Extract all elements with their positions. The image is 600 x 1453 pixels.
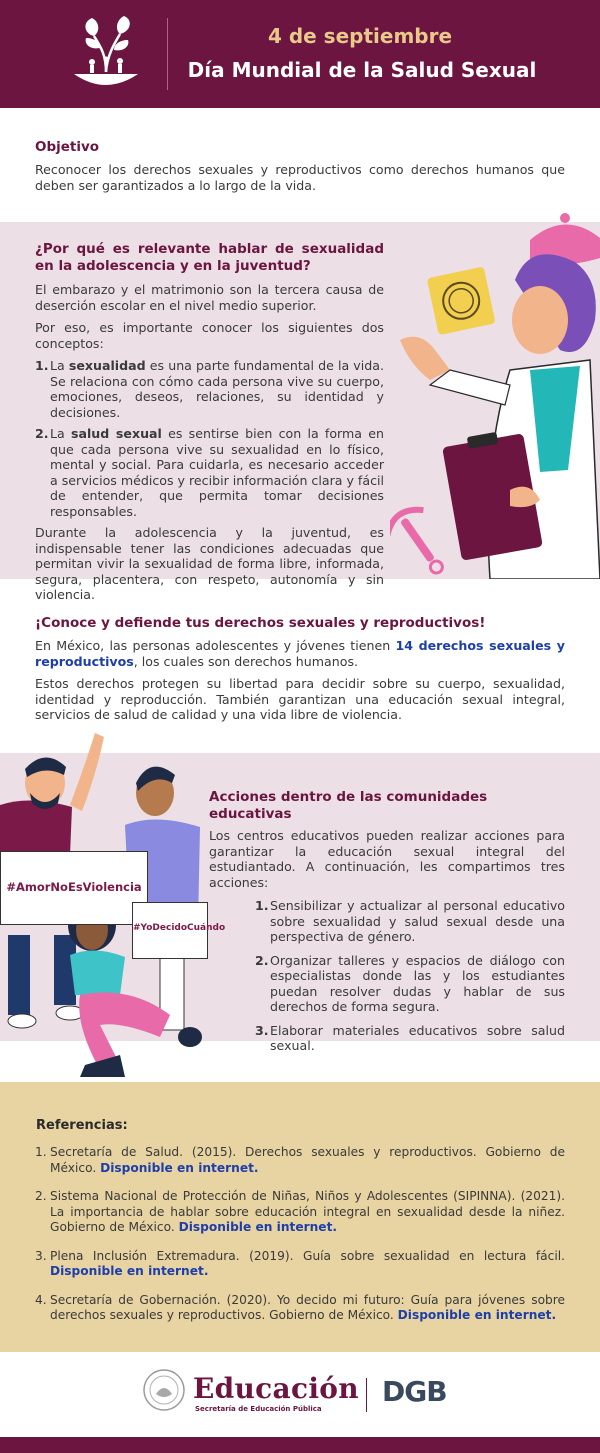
actions-section (209, 789, 565, 1062)
objective-text: Reconocer los derechos sexuales y reproductivos como derechos humanos que deben ser garantizados a lo largo de la vida. (35, 162, 565, 193)
rights-highlight: 14 derechos sexuales y reproductivos (35, 638, 565, 669)
sign-1-text: #AmorNoEsViolencia (6, 880, 142, 894)
header-banner (0, 0, 600, 108)
sign-2-text: #YoDecidoCuándo (133, 923, 226, 933)
doctor-illustration-icon (390, 210, 600, 579)
why-paragraph-1: El embarazo y el matrimonio son la tercera causa de deserción escolar en el nivel medio superior. (35, 282, 384, 313)
reference-item: 2. Sistema Nacional de Protección de Niñas, Niños y Adolescentes (SIPINNA). (2021). La importancia de hablar sobre educación integral en sexualidad desde la niñez. Gobierno de México. Disponible en internet. (35, 1189, 565, 1234)
reference-item: 4. Secretaría de Gobernación. (2020). Yo decido mi futuro: Guía para jóvenes sobre derechos sexuales y reproductivos. Gobierno de México. Disponible en internet. (35, 1292, 565, 1322)
why-heading: ¿Por qué es relevante hablar de sexualidad en la adolescencia y en la juventud? (35, 241, 384, 274)
actions-heading: Acciones dentro de las comunidades educativas (209, 789, 488, 822)
list-item: 1. Sensibilizar y actualizar al personal educativo sobre sexualidad y salud sexual desde una perspectiva de género. (255, 898, 565, 944)
why-section (35, 241, 384, 610)
why-paragraph-2: Por eso, es importante conocer los siguientes dos conceptos: (35, 320, 384, 351)
sexual-health-logo-icon (70, 14, 142, 94)
list-item: 2. Organizar talleres y espacios de diálogo con especialistas donde las y los estudiantes puedan resolver dudas y hablar de sus derechos de forma segura. (255, 952, 565, 1014)
rights-section (35, 615, 565, 730)
reference-link-2[interactable]: Disponible en internet. (178, 1220, 338, 1234)
reference-item: 3. Plena Inclusión Extremadura. (2019). Guía sobre sexualidad en lectura fácil. Disponible en internet. (35, 1248, 565, 1278)
rights-paragraph-2: Estos derechos protegen su libertad para decidir sobre su cuerpo, sexualidad, identidad y reproducción. También garantizan una educación sexual integral, servicios de salud de calidad y una vida libre de violencia. (35, 676, 565, 722)
bottom-bar (0, 1437, 600, 1453)
page-title: Día Mundial de la Salud Sexual (187, 58, 537, 82)
header-divider (167, 18, 168, 90)
objective-section (35, 139, 565, 193)
list-item: 1. La sexualidad es una parte fundamental de la vida. Se relaciona con cómo cada persona vive su cuerpo, emociones, deseos, relaciones, su identidad y decisiones. (35, 358, 384, 420)
actions-list (255, 898, 565, 1054)
rights-paragraph-1: En México, las personas adolescentes y jóvenes tienen 14 derechos sexuales y reproductivos, los cuales son derechos humanos. (35, 638, 565, 669)
objective-heading: Objetivo (35, 139, 100, 155)
rights-heading: ¡Conoce y defiende tus derechos sexuales y reproductivos! (35, 615, 486, 631)
protest-sign-1 (0, 851, 148, 925)
list-item: 2. La salud sexual es sentirse bien con la forma en que cada persona vive su sexualidad en lo físico, mental y social. Para cuidarla, es necesario acceder a servicios médicos y recibir información clara y fácil de entender, que permita tomar decisiones responsables. (35, 426, 384, 519)
reference-link-3[interactable]: Disponible en internet. (50, 1264, 209, 1278)
footer-divider (366, 1378, 367, 1412)
why-paragraph-3: Durante la adolescencia y la juventud, es indispensable tener las condiciones adecuadas que permitan vivir la sexualidad de forma libre, informada, segura, placentera, con respeto, autonomía y sin violencia. (35, 525, 384, 602)
concepts-list (35, 358, 384, 519)
education-logo: Educación (193, 1372, 359, 1405)
references-heading: Referencias: (36, 1118, 128, 1133)
dgb-logo: DGB (382, 1375, 447, 1408)
event-date: 4 de septiembre (267, 24, 453, 48)
education-subtitle: Secretaría de Educación Pública (195, 1405, 322, 1413)
actions-intro: Los centros educativos pueden realizar acciones para garantizar la educación sexual integral del estudiantado. A continuación, les compartimos tres acciones: (209, 828, 565, 890)
list-item: 3. Elaborar materiales educativos sobre salud sexual. (255, 1022, 565, 1053)
mexico-seal-icon (142, 1368, 186, 1412)
reference-link-1[interactable]: Disponible en internet. (100, 1160, 259, 1175)
reference-link-4[interactable]: Disponible en internet. (397, 1308, 557, 1322)
reference-item: 1. Secretaría de Salud. (2015). Derechos sexuales y reproductivos. Gobierno de México. Disponible en internet. (35, 1145, 565, 1175)
references-section (0, 1082, 600, 1352)
protest-sign-2 (132, 902, 226, 959)
